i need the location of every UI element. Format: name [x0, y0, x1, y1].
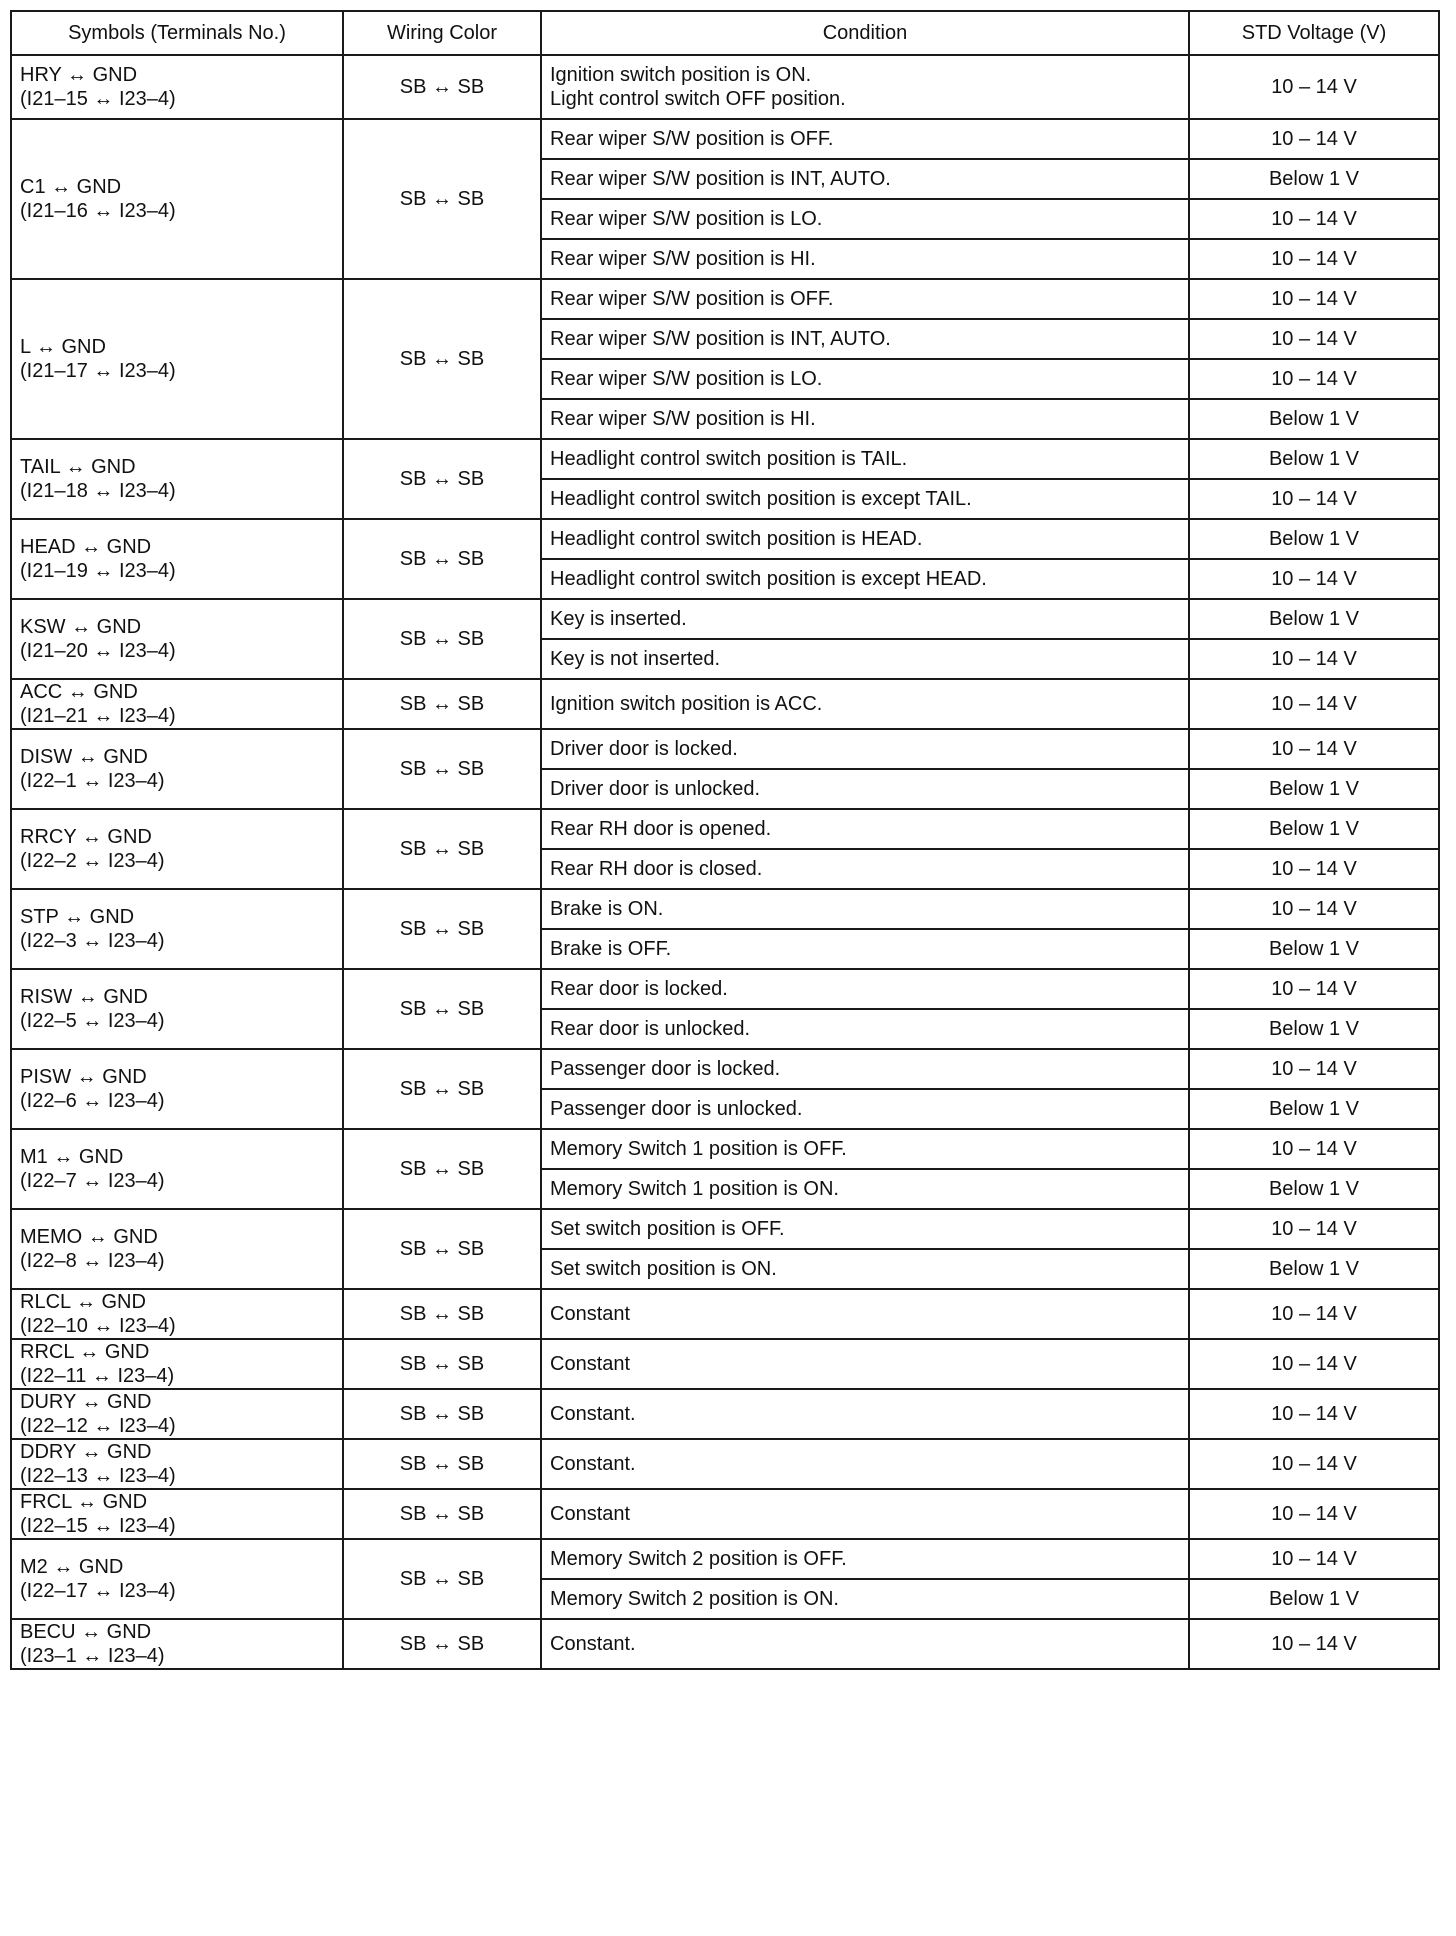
- terminal-numbers: (I22–11 ↔ I23–4): [20, 1365, 175, 1387]
- condition-cell: Rear wiper S/W position is INT, AUTO.: [541, 319, 1189, 359]
- table-row: [11, 729, 1439, 769]
- condition-cell: [541, 55, 1189, 119]
- wiring-color-cell: SB ↔ SB: [343, 1049, 541, 1129]
- wiring-color-cell: SB ↔ SB: [343, 519, 541, 599]
- condition-cell: Passenger door is unlocked.: [541, 1089, 1189, 1129]
- wiring-color-cell: SB ↔ SB: [343, 679, 541, 729]
- table-row: [11, 439, 1439, 479]
- std-voltage-cell: 10 – 14 V: [1189, 679, 1439, 729]
- condition-line: Ignition switch position is ON.: [550, 64, 812, 86]
- symbol-cell: [11, 809, 343, 889]
- wiring-color-cell: SB ↔ SB: [343, 809, 541, 889]
- condition-cell: Constant.: [541, 1389, 1189, 1439]
- wiring-color-cell: SB ↔ SB: [343, 279, 541, 439]
- std-voltage-cell: 10 – 14 V: [1189, 1389, 1439, 1439]
- std-voltage-cell: Below 1 V: [1189, 159, 1439, 199]
- header-wiring-color: Wiring Color: [343, 11, 541, 55]
- condition-cell: Set switch position is OFF.: [541, 1209, 1189, 1249]
- condition-cell: Rear RH door is closed.: [541, 849, 1189, 889]
- std-voltage-cell: Below 1 V: [1189, 1579, 1439, 1619]
- condition-cell: Constant: [541, 1339, 1189, 1389]
- std-voltage-cell: 10 – 14 V: [1189, 639, 1439, 679]
- table-row: [11, 519, 1439, 559]
- std-voltage-cell: 10 – 14 V: [1189, 199, 1439, 239]
- terminal-numbers: (I22–8 ↔ I23–4): [20, 1250, 165, 1272]
- signal-symbol: HEAD ↔ GND: [20, 536, 152, 558]
- condition-cell: Memory Switch 1 position is OFF.: [541, 1129, 1189, 1169]
- signal-symbol: KSW ↔ GND: [20, 616, 142, 638]
- condition-cell: Rear wiper S/W position is INT, AUTO.: [541, 159, 1189, 199]
- std-voltage-cell: 10 – 14 V: [1189, 279, 1439, 319]
- condition-cell: Headlight control switch position is except HEAD.: [541, 559, 1189, 599]
- table-row: [11, 1049, 1439, 1089]
- wiring-color-cell: SB ↔ SB: [343, 1539, 541, 1619]
- header-std-voltage: STD Voltage (V): [1189, 11, 1439, 55]
- condition-cell: Rear wiper S/W position is HI.: [541, 239, 1189, 279]
- signal-symbol: RLCL ↔ GND: [20, 1291, 146, 1313]
- table-row: [11, 1539, 1439, 1579]
- terminal-numbers: (I22–12 ↔ I23–4): [20, 1415, 176, 1437]
- condition-line: Light control switch OFF position.: [550, 88, 846, 110]
- terminal-numbers: (I22–15 ↔ I23–4): [20, 1515, 176, 1537]
- signal-symbol: C1 ↔ GND: [20, 176, 122, 198]
- std-voltage-cell: Below 1 V: [1189, 1169, 1439, 1209]
- terminal-numbers: (I22–1 ↔ I23–4): [20, 770, 165, 792]
- wiring-color-cell: SB ↔ SB: [343, 1489, 541, 1539]
- signal-symbol: RRCL ↔ GND: [20, 1341, 150, 1363]
- symbol-cell: [11, 889, 343, 969]
- std-voltage-cell: 10 – 14 V: [1189, 239, 1439, 279]
- signal-symbol: M2 ↔ GND: [20, 1556, 124, 1578]
- symbol-cell: [11, 1489, 343, 1539]
- std-voltage-cell: Below 1 V: [1189, 1249, 1439, 1289]
- wiring-color-cell: SB ↔ SB: [343, 1129, 541, 1209]
- condition-cell: Rear wiper S/W position is OFF.: [541, 119, 1189, 159]
- std-voltage-cell: Below 1 V: [1189, 599, 1439, 639]
- std-voltage-cell: 10 – 14 V: [1189, 319, 1439, 359]
- wiring-color-cell: SB ↔ SB: [343, 55, 541, 119]
- table-row: [11, 679, 1439, 729]
- symbol-cell: [11, 1539, 343, 1619]
- condition-cell: Rear wiper S/W position is HI.: [541, 399, 1189, 439]
- wiring-color-cell: SB ↔ SB: [343, 1289, 541, 1339]
- std-voltage-cell: 10 – 14 V: [1189, 849, 1439, 889]
- std-voltage-cell: Below 1 V: [1189, 519, 1439, 559]
- terminal-numbers: (I22–10 ↔ I23–4): [20, 1315, 176, 1337]
- terminal-numbers: (I21–17 ↔ I23–4): [20, 360, 176, 382]
- terminal-numbers: (I22–5 ↔ I23–4): [20, 1010, 165, 1032]
- condition-cell: Memory Switch 2 position is OFF.: [541, 1539, 1189, 1579]
- table-row: [11, 1289, 1439, 1339]
- table-row: [11, 1389, 1439, 1439]
- terminal-numbers: (I23–1 ↔ I23–4): [20, 1645, 165, 1667]
- header-row: [11, 11, 1439, 55]
- symbol-cell: [11, 1129, 343, 1209]
- std-voltage-cell: Below 1 V: [1189, 929, 1439, 969]
- wiring-color-cell: SB ↔ SB: [343, 599, 541, 679]
- symbol-cell: [11, 1339, 343, 1389]
- symbol-cell: [11, 55, 343, 119]
- condition-cell: Rear door is unlocked.: [541, 1009, 1189, 1049]
- std-voltage-cell: 10 – 14 V: [1189, 359, 1439, 399]
- voltage-spec-table: [10, 10, 1440, 1670]
- table-row: [11, 279, 1439, 319]
- condition-cell: Memory Switch 2 position is ON.: [541, 1579, 1189, 1619]
- condition-cell: Headlight control switch position is TAIL.: [541, 439, 1189, 479]
- terminal-numbers: (I22–7 ↔ I23–4): [20, 1170, 165, 1192]
- signal-symbol: BECU ↔ GND: [20, 1621, 152, 1643]
- terminal-numbers: (I21–20 ↔ I23–4): [20, 640, 176, 662]
- std-voltage-cell: 10 – 14 V: [1189, 1339, 1439, 1389]
- std-voltage-cell: Below 1 V: [1189, 1009, 1439, 1049]
- signal-symbol: STP ↔ GND: [20, 906, 135, 928]
- table-row: [11, 1129, 1439, 1169]
- terminal-numbers: (I22–17 ↔ I23–4): [20, 1580, 176, 1602]
- wiring-color-cell: SB ↔ SB: [343, 1339, 541, 1389]
- terminal-numbers: (I21–15 ↔ I23–4): [20, 88, 176, 110]
- terminal-numbers: (I21–16 ↔ I23–4): [20, 200, 176, 222]
- std-voltage-cell: 10 – 14 V: [1189, 479, 1439, 519]
- condition-cell: Constant.: [541, 1439, 1189, 1489]
- table-row: [11, 1619, 1439, 1669]
- terminal-numbers: (I22–13 ↔ I23–4): [20, 1465, 176, 1487]
- std-voltage-cell: 10 – 14 V: [1189, 1129, 1439, 1169]
- table-row: [11, 969, 1439, 1009]
- condition-cell: Key is not inserted.: [541, 639, 1189, 679]
- symbol-cell: [11, 969, 343, 1049]
- std-voltage-cell: 10 – 14 V: [1189, 559, 1439, 599]
- signal-symbol: PISW ↔ GND: [20, 1066, 147, 1088]
- symbol-cell: [11, 679, 343, 729]
- wiring-color-cell: SB ↔ SB: [343, 1389, 541, 1439]
- condition-cell: Rear RH door is opened.: [541, 809, 1189, 849]
- condition-cell: Constant.: [541, 1619, 1189, 1669]
- table-body: [11, 55, 1439, 1669]
- header-symbols: Symbols (Terminals No.): [11, 11, 343, 55]
- symbol-cell: [11, 1209, 343, 1289]
- symbol-cell: [11, 1289, 343, 1339]
- condition-cell: Headlight control switch position is HEAD.: [541, 519, 1189, 559]
- terminal-numbers: (I22–2 ↔ I23–4): [20, 850, 165, 872]
- header-condition: Condition: [541, 11, 1189, 55]
- std-voltage-cell: Below 1 V: [1189, 399, 1439, 439]
- symbol-cell: [11, 1439, 343, 1489]
- wiring-color-cell: SB ↔ SB: [343, 1209, 541, 1289]
- symbol-cell: [11, 519, 343, 599]
- signal-symbol: HRY ↔ GND: [20, 64, 138, 86]
- signal-symbol: FRCL ↔ GND: [20, 1491, 148, 1513]
- signal-symbol: RRCY ↔ GND: [20, 826, 152, 848]
- symbol-cell: [11, 729, 343, 809]
- condition-cell: Driver door is locked.: [541, 729, 1189, 769]
- std-voltage-cell: 10 – 14 V: [1189, 1539, 1439, 1579]
- table-row: [11, 119, 1439, 159]
- condition-cell: Rear wiper S/W position is LO.: [541, 359, 1189, 399]
- signal-symbol: DISW ↔ GND: [20, 746, 148, 768]
- wiring-color-cell: SB ↔ SB: [343, 119, 541, 279]
- std-voltage-cell: 10 – 14 V: [1189, 1049, 1439, 1089]
- std-voltage-cell: Below 1 V: [1189, 1089, 1439, 1129]
- terminal-numbers: (I21–18 ↔ I23–4): [20, 480, 176, 502]
- condition-cell: Brake is ON.: [541, 889, 1189, 929]
- std-voltage-cell: 10 – 14 V: [1189, 55, 1439, 119]
- table-row: [11, 55, 1439, 119]
- std-voltage-cell: 10 – 14 V: [1189, 889, 1439, 929]
- condition-cell: Brake is OFF.: [541, 929, 1189, 969]
- symbol-cell: [11, 1619, 343, 1669]
- std-voltage-cell: 10 – 14 V: [1189, 1209, 1439, 1249]
- wiring-color-cell: SB ↔ SB: [343, 729, 541, 809]
- std-voltage-cell: 10 – 14 V: [1189, 969, 1439, 1009]
- std-voltage-cell: 10 – 14 V: [1189, 119, 1439, 159]
- std-voltage-cell: 10 – 14 V: [1189, 1439, 1439, 1489]
- std-voltage-cell: 10 – 14 V: [1189, 1619, 1439, 1669]
- table-row: [11, 1489, 1439, 1539]
- condition-cell: Rear wiper S/W position is OFF.: [541, 279, 1189, 319]
- std-voltage-cell: 10 – 14 V: [1189, 1289, 1439, 1339]
- symbol-cell: [11, 439, 343, 519]
- table-row: [11, 889, 1439, 929]
- condition-cell: Rear door is locked.: [541, 969, 1189, 1009]
- std-voltage-cell: Below 1 V: [1189, 809, 1439, 849]
- signal-symbol: MEMO ↔ GND: [20, 1226, 158, 1248]
- wiring-color-cell: SB ↔ SB: [343, 969, 541, 1049]
- signal-symbol: DDRY ↔ GND: [20, 1441, 152, 1463]
- symbol-cell: [11, 1049, 343, 1129]
- condition-cell: Driver door is unlocked.: [541, 769, 1189, 809]
- condition-cell: Ignition switch position is ACC.: [541, 679, 1189, 729]
- std-voltage-cell: Below 1 V: [1189, 439, 1439, 479]
- std-voltage-cell: 10 – 14 V: [1189, 729, 1439, 769]
- symbol-cell: [11, 279, 343, 439]
- table-row: [11, 1209, 1439, 1249]
- symbol-cell: [11, 1389, 343, 1439]
- condition-cell: Passenger door is locked.: [541, 1049, 1189, 1089]
- std-voltage-cell: 10 – 14 V: [1189, 1489, 1439, 1539]
- table-row: [11, 1339, 1439, 1389]
- wiring-color-cell: SB ↔ SB: [343, 889, 541, 969]
- signal-symbol: DURY ↔ GND: [20, 1391, 152, 1413]
- condition-cell: Headlight control switch position is except TAIL.: [541, 479, 1189, 519]
- table-row: [11, 599, 1439, 639]
- condition-cell: Set switch position is ON.: [541, 1249, 1189, 1289]
- symbol-cell: [11, 119, 343, 279]
- condition-cell: Constant: [541, 1289, 1189, 1339]
- condition-cell: Constant: [541, 1489, 1189, 1539]
- signal-symbol: M1 ↔ GND: [20, 1146, 124, 1168]
- terminal-numbers: (I21–21 ↔ I23–4): [20, 705, 176, 727]
- signal-symbol: TAIL ↔ GND: [20, 456, 136, 478]
- wiring-color-cell: SB ↔ SB: [343, 439, 541, 519]
- table-row: [11, 809, 1439, 849]
- condition-cell: Memory Switch 1 position is ON.: [541, 1169, 1189, 1209]
- symbol-cell: [11, 599, 343, 679]
- wiring-color-cell: SB ↔ SB: [343, 1439, 541, 1489]
- terminal-numbers: (I22–6 ↔ I23–4): [20, 1090, 165, 1112]
- condition-cell: Key is inserted.: [541, 599, 1189, 639]
- wiring-color-cell: SB ↔ SB: [343, 1619, 541, 1669]
- condition-cell: Rear wiper S/W position is LO.: [541, 199, 1189, 239]
- signal-symbol: ACC ↔ GND: [20, 681, 138, 703]
- std-voltage-cell: Below 1 V: [1189, 769, 1439, 809]
- signal-symbol: RISW ↔ GND: [20, 986, 148, 1008]
- table-row: [11, 1439, 1439, 1489]
- terminal-numbers: (I22–3 ↔ I23–4): [20, 930, 165, 952]
- signal-symbol: L ↔ GND: [20, 336, 106, 358]
- terminal-numbers: (I21–19 ↔ I23–4): [20, 560, 176, 582]
